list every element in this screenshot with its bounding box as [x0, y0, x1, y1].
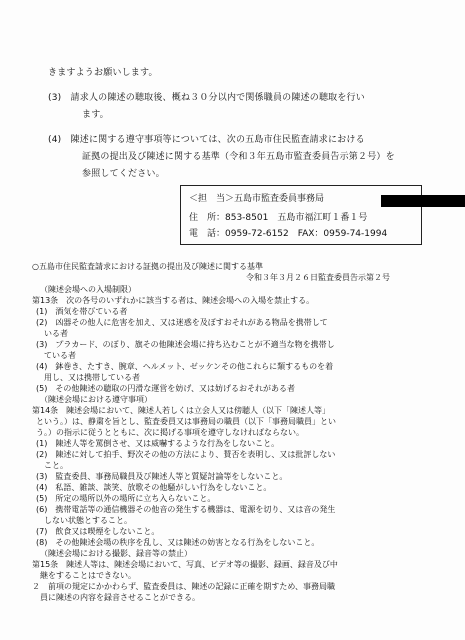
standard-line: (2) 陳述に対して拍手、野次その他の方法により、賛否を表明し、又は批評しない [36, 450, 336, 459]
item-3-line: (3) 請求人の陳述の聴取後、概ね３０分以内で関係職員の陳述の聴取を行い [48, 93, 365, 103]
standard-line: (6) 携帯電話等の通信機器その他音の発生する機器は、電源を切り、又は音の発生 [36, 505, 336, 514]
standard-line: (1) 酒気を帯びている者 [36, 307, 128, 316]
standard-line: (3) プラカード、のぼり、旗その他陳述会場に持ち込むことが不適当な物を携帯し [36, 340, 335, 349]
item-4-cont-2: 参照してください。 [82, 169, 165, 179]
standard-line: いる者 [36, 329, 68, 338]
standard-line: 第14条 陳述会場において、陳述人若しくは立会人又は傍聴人（以下「陳述人等」 [32, 406, 331, 415]
standard-date: 令和３年３月２６日監査委員告示第２号 [246, 273, 390, 282]
standard-line: う。）の指示に従うとともに、次に掲げる事項を遵守しなければならない。 [36, 428, 304, 437]
item-4-cont-1: 証拠の提出及び陳述に関する基準（令和３年五島市監査委員告示第２号）を [82, 152, 395, 162]
standard-line: (8) その他陳述会場の秩序を乱し、又は陳述の妨害となる行為をしないこと。 [36, 538, 320, 547]
standard-line: (4) 鉢巻き、たすき、腕章、ヘルメット、ゼッケンその他これらに類するものを着 [36, 362, 334, 371]
contact-title: ＜担 当＞五島市監査委員事務局 [189, 194, 325, 204]
standard-line: (1) 陳述人等を罵倒させ、又は威嚇するような行為をしないこと。 [36, 439, 280, 448]
contact-address: 住 所：853-8501 五島市福江町１番１号 [189, 213, 368, 223]
standard-line: こと。 [36, 461, 68, 470]
standard-heading: ○五島市住民監査請求における証拠の提出及び陳述に関する基準 [32, 262, 263, 271]
contact-phone: 電 話：0959-72-6152 FAX：0959-74-1994 [189, 229, 388, 239]
standard-line: (4) 私語、雑談、談笑、放歌その他騒がしい行為をしないこと。 [36, 483, 272, 492]
standard-line: しない状態とすること。 [36, 516, 132, 525]
standard-line: (3) 監査委員、事務局職員及び陳述人等と質疑討論等をしないこと。 [36, 472, 288, 481]
item-4-line: (4) 陳述に関する遵守事項等については、次の五島市住民監査請求における [48, 135, 365, 145]
redaction-block [381, 195, 465, 207]
standard-line: ２ 前項の規定にかかわらず、監査委員は、陳述の記録に正確を期すため、事務局職 [32, 582, 336, 591]
contact-box [180, 185, 422, 245]
standard-line: 第13条 次の各号のいずれかに該当する者は、陳述会場への入場を禁止する。 [32, 296, 315, 305]
top-line: きますようお願いします。 [48, 68, 158, 78]
standard-line: 第15条 陳述人等は、陳述会場において、写真、ビデオ等の撮影、録画、録音及び中 [32, 560, 338, 569]
standard-line: ている者 [36, 351, 76, 360]
standard-line: (5) その他陳述の聴取の円滑な運営を妨げ、又は妨げるおそれがある者 [36, 384, 296, 393]
item-3-cont: ます。 [82, 110, 109, 120]
standard-line: （陳述会場への入場制限） [40, 285, 136, 294]
standard-line: （陳述会場における遵守事項） [40, 395, 152, 404]
standard-line: 継をすることはできない。 [32, 571, 136, 580]
standard-line: (7) 飲食又は喫煙をしないこと。 [36, 527, 160, 536]
standard-line: （陳述会場における撮影、録音等の禁止） [40, 549, 192, 558]
standard-line: (2) 凶器その他人に危害を加え、又は迷惑を及ぼすおそれがある物品を携帯して [36, 318, 328, 327]
standard-line: 員に陳述の内容を録音させることができる。 [32, 593, 200, 602]
standard-line: (5) 所定の場所以外の場所に立ち入らないこと。 [36, 494, 216, 503]
standard-line: という。）は、静粛を旨とし、監査委員又は事務局の職員（以下「事務局職員」とい [36, 417, 336, 426]
standard-line: 用し、又は携帯している者 [36, 373, 140, 382]
